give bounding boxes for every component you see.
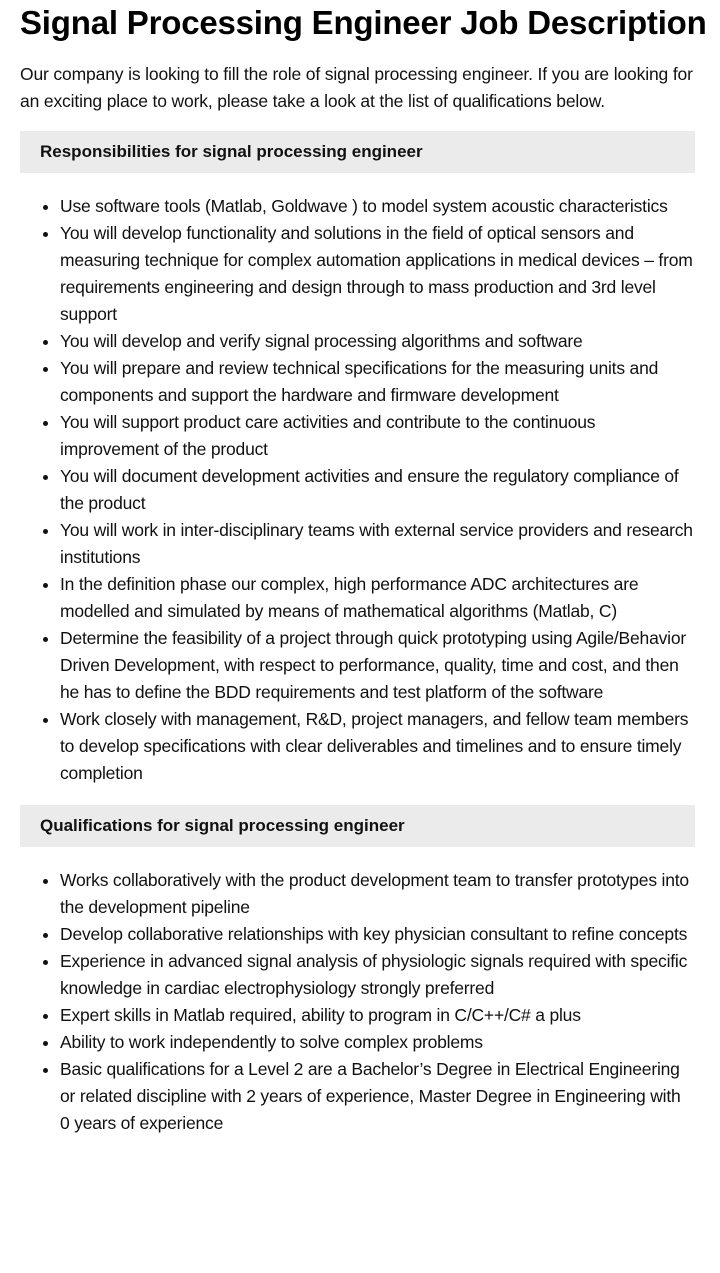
list-item: • Basic qualifications for a Level 2 are a Bachelor’s Degree in Electrical Engineering or related discipline with 2 years of experience, Master Degree in Engineering with 0 years of experience [60, 1056, 695, 1137]
list-item: • You will develop functionality and solutions in the field of optical sensors and measuring technique for complex automation applications in medical devices – from requirements engineering and design through to mass production and 3rd level support [60, 220, 695, 328]
list-item: • Ability to work independently to solve complex problems [60, 1029, 695, 1056]
list-item: • Works collaboratively with the product development team to transfer prototypes into the development pipeline [60, 867, 695, 921]
responsibilities-header: Responsibilities for signal processing engineer [20, 131, 695, 173]
list-item: • You will support product care activities and contribute to the continuous improvement of the product [60, 409, 695, 463]
list-item: • Experience in advanced signal analysis of physiologic signals required with specific knowledge in cardiac electrophysiology strongly preferred [60, 948, 695, 1002]
list-item: • In the definition phase our complex, high performance ADC architectures are modelled and simulated by means of mathematical algorithms (Matlab, C) [60, 571, 695, 625]
list-item: • Expert skills in Matlab required, ability to program in C/C++/C# a plus [60, 1002, 695, 1029]
intro-paragraph: Our company is looking to fill the role of signal processing engineer. If you are looking for an exciting place to work, please take a look at the list of qualifications below. [20, 64, 693, 111]
qualifications-list [20, 867, 695, 1137]
list-item: • You will prepare and review technical specifications for the measuring units and components and support the hardware and firmware development [60, 355, 695, 409]
list-item: • Work closely with management, R&D, project managers, and fellow team members to develop specifications with clear deliverables and timelines and to ensure timely completion [60, 706, 695, 787]
list-item: • You will document development activities and ensure the regulatory compliance of the product [60, 463, 695, 517]
list-item: • You will work in inter-disciplinary teams with external service providers and research institutions [60, 517, 695, 571]
list-item: • Determine the feasibility of a project through quick prototyping using Agile/Behavior Driven Development, with respect to performance, quality, time and cost, and then he has to define the BDD requirements and test platform of the software [60, 625, 695, 706]
list-item: • You will develop and verify signal processing algorithms and software [60, 328, 695, 355]
list-item: • Use software tools (Matlab, Goldwave ) to model system acoustic characteristics [60, 193, 695, 220]
qualifications-header: Qualifications for signal processing engineer [20, 805, 695, 847]
list-item: • Develop collaborative relationships with key physician consultant to refine concepts [60, 921, 695, 948]
page-title: Signal Processing Engineer Job Description [20, 4, 707, 41]
responsibilities-list [20, 193, 695, 787]
